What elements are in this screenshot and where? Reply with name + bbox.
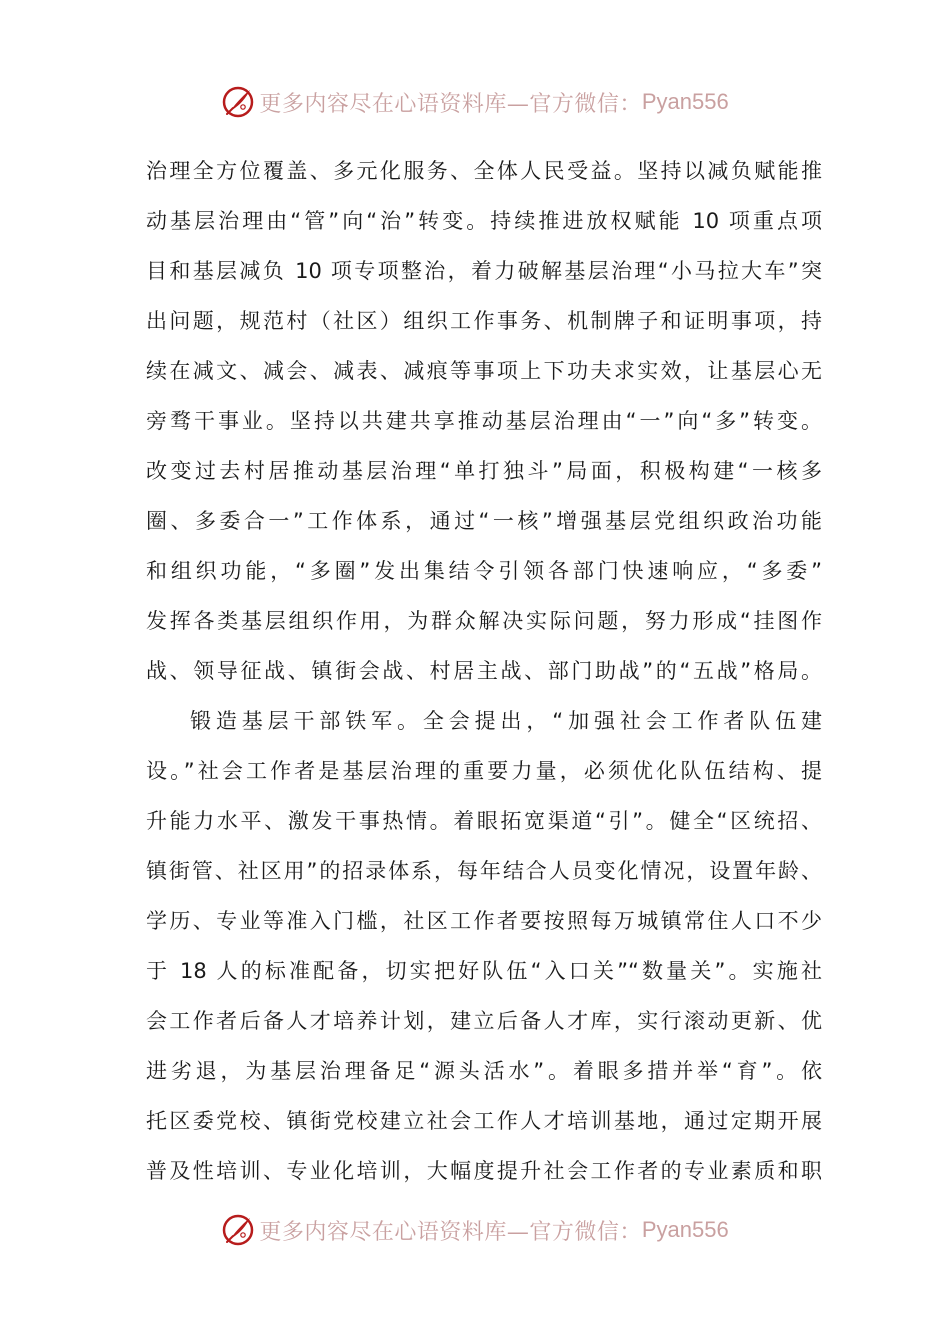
- text-line: 发挥各类基层组织作用，为群众解决实际问题，努力形成“挂图作: [146, 609, 822, 633]
- text-line: 动基层治理由“管”向“治”转变。持续推进放权赋能 10 项重点项: [146, 209, 822, 233]
- section-heading-line: 锻造基层干部铁军。全会提出，“加强社会工作者队伍建: [190, 709, 822, 733]
- body-text: [146, 146, 822, 1196]
- text-line: 普及性培训、专业化培训，大幅度提升社会工作者的专业素质和职: [146, 1159, 822, 1183]
- header-wechat-id: Pyan556: [641, 89, 729, 114]
- text-line: 进劣退，为基层治理备足“源头活水”。着眼多措并举“育”。依: [146, 1059, 822, 1083]
- text-line: 升能力水平、激发干事热情。着眼拓宽渠道“引”。健全“区统招、: [146, 809, 822, 833]
- text-line: 和组织功能，“多圈”发出集结令引领各部门快速响应，“多委”: [146, 559, 822, 583]
- footer-watermark: [0, 1210, 950, 1250]
- feather-pen-logo-icon: [221, 85, 255, 119]
- text-line: 旁骛干事业。坚持以共建共享推动基层治理由“一”向“多”转变。: [146, 409, 822, 433]
- text-line: 圈、多委合一”工作体系，通过“一核”增强基层党组织政治功能: [146, 509, 822, 533]
- footer-text: 更多内容尽在心语资料库—官方微信：: [259, 1219, 642, 1245]
- text-line: 学历、专业等准入门槛，社区工作者要按照每万城镇常住人口不少: [146, 909, 822, 933]
- text-line: 托区委党校、镇街党校建立社会工作人才培训基地，通过定期开展: [146, 1109, 822, 1133]
- header-text: 更多内容尽在心语资料库—官方微信：: [259, 91, 642, 117]
- text-line: 于 18 人的标准配备，切实把好队伍“入口关”“数量关”。实施社: [146, 959, 822, 983]
- text-line: 续在减文、减会、减表、减痕等事项上下功夫求实效，让基层心无: [146, 359, 822, 383]
- text-line: 出问题，规范村（社区）组织工作事务、机制牌子和证明事项，持: [146, 309, 822, 333]
- feather-pen-logo-icon: [221, 1213, 255, 1247]
- text-line: 镇街管、社区用”的招录体系，每年结合人员变化情况，设置年龄、: [146, 859, 822, 883]
- text-line: 改变过去村居推动基层治理“单打独斗”局面，积极构建“一核多: [146, 459, 822, 483]
- footer-wechat-id: Pyan556: [641, 1217, 729, 1242]
- text-line: 目和基层减负 10 项专项整治，着力破解基层治理“小马拉大车”突: [146, 259, 822, 283]
- text-line: 设。”社会工作者是基层治理的重要力量，必须优化队伍结构、提: [146, 759, 822, 783]
- header-watermark: [0, 82, 950, 122]
- text-line: 战、领导征战、镇街会战、村居主战、部门助战”的“五战”格局。: [146, 659, 822, 683]
- text-line: 治理全方位覆盖、多元化服务、全体人民受益。坚持以减负赋能推: [146, 159, 822, 183]
- text-line: 会工作者后备人才培养计划，建立后备人才库，实行滚动更新、优: [146, 1009, 822, 1033]
